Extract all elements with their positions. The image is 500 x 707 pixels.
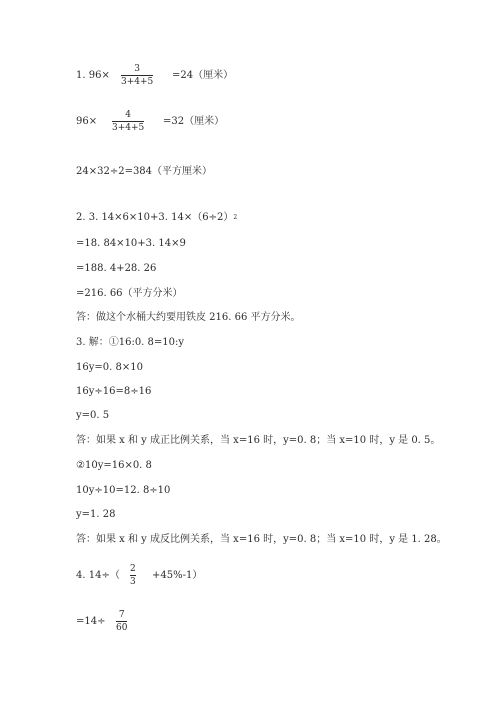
eq-5: =18. 84×10+3. 14×9 (76, 238, 186, 249)
eq-4-text: 2. 3. 14×6×10+3. 14×（6÷2） (76, 212, 234, 223)
fraction-bar (121, 75, 153, 76)
eq-12: y=0. 5 (76, 410, 110, 421)
eq-6: =188. 4+28. 26 (76, 263, 157, 274)
fraction-3-numerator: 2 (130, 564, 136, 574)
fraction-bar (130, 575, 136, 576)
eq-14: ②10y=16×0. 8 (76, 460, 152, 471)
fraction-4-numerator: 7 (118, 610, 125, 620)
eq-15: 10y÷10=12. 8÷10 (76, 485, 171, 496)
fraction-2 (112, 110, 144, 133)
eq-2-right: =32（厘米） (163, 116, 225, 127)
eq-2-left: 96× (76, 116, 98, 127)
eq-18-right: +45%-1） (152, 570, 203, 581)
fraction-1 (121, 64, 153, 87)
fraction-bar (112, 121, 144, 122)
eq-16: y=1. 28 (76, 509, 116, 520)
eq-3: 24×32÷2=384（平方厘米） (76, 166, 213, 177)
eq-1-right: =24（厘米） (172, 70, 234, 81)
answer-3b: 答：如果 x 和 y 成反比例关系，当 x=16 时，y=0. 8；当 x=10 时，y 是 1. 28。 (76, 534, 447, 545)
eq-7: =216. 66（平方分米） (76, 288, 183, 299)
eq-1-left: 1. 96× (76, 70, 110, 81)
fraction-1-numerator: 3 (134, 64, 140, 74)
eq-10: 16y=0. 8×10 (76, 362, 143, 373)
answer-3a: 答：如果 x 和 y 成正比例关系，当 x=16 时，y=0. 8；当 x=10 时，y 是 0. 5。 (76, 435, 441, 446)
eq-19-left: =14÷ (76, 616, 106, 627)
fraction-1-denominator: 3+4+5 (121, 77, 154, 87)
eq-18-left: 4. 14÷（ (76, 570, 120, 581)
fraction-3 (130, 564, 136, 587)
fraction-4 (116, 610, 127, 633)
eq-11: 16y÷16=8÷16 (76, 386, 152, 397)
fraction-2-numerator: 4 (125, 110, 131, 120)
fraction-2-denominator: 3+4+5 (112, 123, 145, 133)
fraction-bar (116, 621, 127, 622)
fraction-4-denominator: 60 (116, 623, 128, 633)
answer-2: 答：做这个水桶大约要用铁皮 216. 66 平方分米。 (76, 312, 301, 323)
fraction-3-denominator: 3 (130, 577, 136, 587)
eq-4-exponent: 2 (233, 214, 238, 221)
eq-4 (76, 212, 237, 224)
eq-9: 3. 解：①16:0. 8=10:y (76, 337, 185, 348)
